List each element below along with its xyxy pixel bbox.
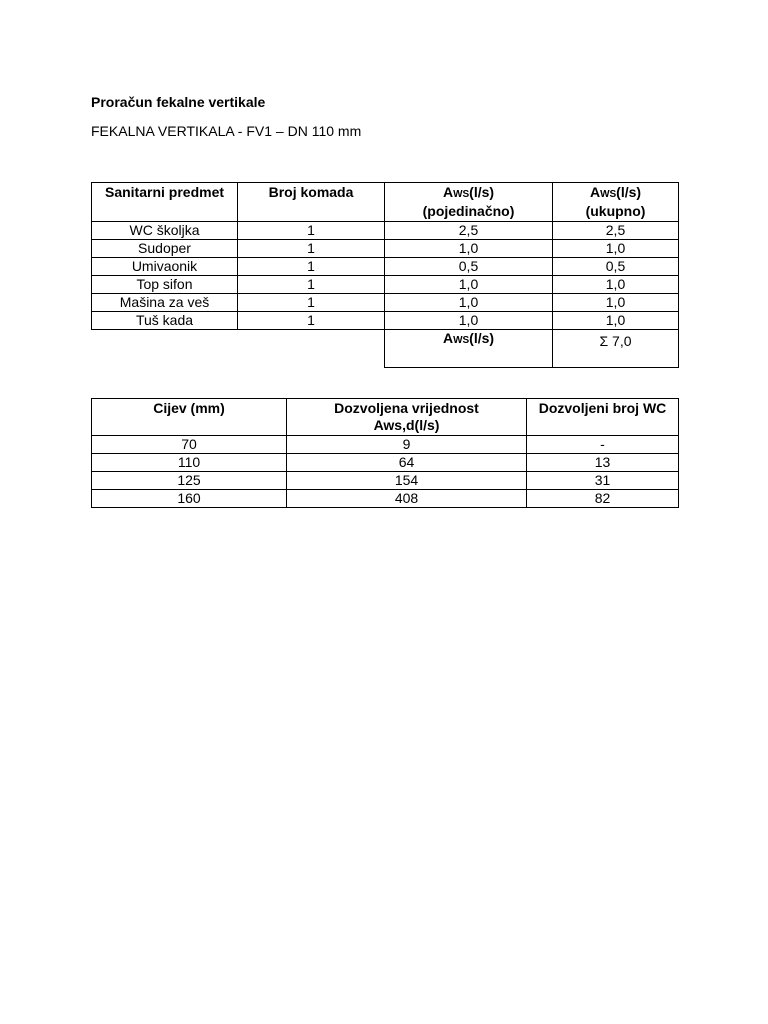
cell-allowed-value: 9 [287, 436, 527, 454]
cell-aws-single: 1,0 [385, 312, 553, 330]
header-aws-total [553, 183, 679, 222]
table-row [92, 472, 679, 490]
header-pipe: Cijev (mm) [92, 399, 287, 436]
cell-aws-single: 1,0 [385, 240, 553, 258]
cell-aws-single: 1,0 [385, 294, 553, 312]
table-row [92, 240, 679, 258]
cell-item: Umivaonik [92, 258, 238, 276]
fixtures-header-row [92, 183, 679, 222]
table-row [92, 436, 679, 454]
sum-row-blank [92, 330, 385, 368]
cell-allowed-wc: 82 [527, 490, 679, 508]
cell-aws-single: 2,5 [385, 222, 553, 240]
cell-pipe: 70 [92, 436, 287, 454]
sum-label [385, 330, 553, 368]
cell-item: Tuš kada [92, 312, 238, 330]
sum-label-symbol: A [442, 330, 454, 346]
cell-allowed-wc: 31 [527, 472, 679, 490]
table-row [92, 276, 679, 294]
cell-pipe: 125 [92, 472, 287, 490]
cell-item: Mašina za veš [92, 294, 238, 312]
cell-quantity: 1 [238, 276, 385, 294]
cell-allowed-wc: - [527, 436, 679, 454]
page-subtitle: FEKALNA VERTIKALA - FV1 – DN 110 mm [91, 123, 362, 139]
cell-aws-single: 1,0 [385, 276, 553, 294]
cell-aws-total: 1,0 [553, 312, 679, 330]
cell-quantity: 1 [238, 258, 385, 276]
table-row [92, 222, 679, 240]
cell-pipe: 110 [92, 454, 287, 472]
cell-quantity: 1 [238, 312, 385, 330]
cell-item: Sudoper [92, 240, 238, 258]
cell-allowed-wc: 13 [527, 454, 679, 472]
fixtures-table [91, 182, 679, 368]
header-aws-total-unit: (l/s) [616, 184, 642, 200]
cell-allowed-value: 154 [287, 472, 527, 490]
header-aws-total-line2: (ukupno) [585, 203, 646, 219]
sum-row [92, 330, 679, 368]
sum-label-subscript: WS [453, 335, 470, 346]
pipe-capacity-table [91, 398, 679, 508]
cell-quantity: 1 [238, 222, 385, 240]
cell-item: Top sifon [92, 276, 238, 294]
table-row [92, 294, 679, 312]
table-row [92, 258, 679, 276]
cell-aws-total: 2,5 [553, 222, 679, 240]
cell-aws-single: 0,5 [385, 258, 553, 276]
header-aws-single [385, 183, 553, 222]
cell-allowed-value: 408 [287, 490, 527, 508]
cell-aws-total: 1,0 [553, 294, 679, 312]
header-aws-single-subscript: WS [453, 189, 470, 200]
header-allowed-wc: Dozvoljeni broj WC [527, 399, 679, 436]
header-aws-single-symbol: A [442, 184, 454, 200]
table-row [92, 490, 679, 508]
header-aws-single-unit: (l/s) [469, 184, 495, 200]
header-quantity: Broj komada [238, 183, 385, 222]
cell-quantity: 1 [238, 294, 385, 312]
table-row [92, 312, 679, 330]
header-aws-total-subscript: WS [600, 189, 617, 200]
cell-item: WC školjka [92, 222, 238, 240]
header-allowed-value-line2: Aws,d(l/s) [373, 417, 440, 433]
header-aws-single-line2: (pojedinačno) [422, 203, 515, 219]
cell-aws-total: 1,0 [553, 240, 679, 258]
cell-aws-total: 1,0 [553, 276, 679, 294]
pipe-header-row [92, 399, 679, 436]
table-row [92, 454, 679, 472]
header-aws-total-symbol: A [589, 184, 601, 200]
cell-quantity: 1 [238, 240, 385, 258]
sum-value: Σ 7,0 [553, 330, 679, 368]
cell-pipe: 160 [92, 490, 287, 508]
cell-allowed-value: 64 [287, 454, 527, 472]
page-title: Proračun fekalne vertikale [91, 94, 266, 110]
header-allowed-value [287, 399, 527, 436]
header-sanitary-item: Sanitarni predmet [92, 183, 238, 222]
sum-label-unit: (l/s) [469, 330, 495, 346]
header-allowed-value-line1: Dozvoljena vrijednost [334, 400, 479, 416]
cell-aws-total: 0,5 [553, 258, 679, 276]
